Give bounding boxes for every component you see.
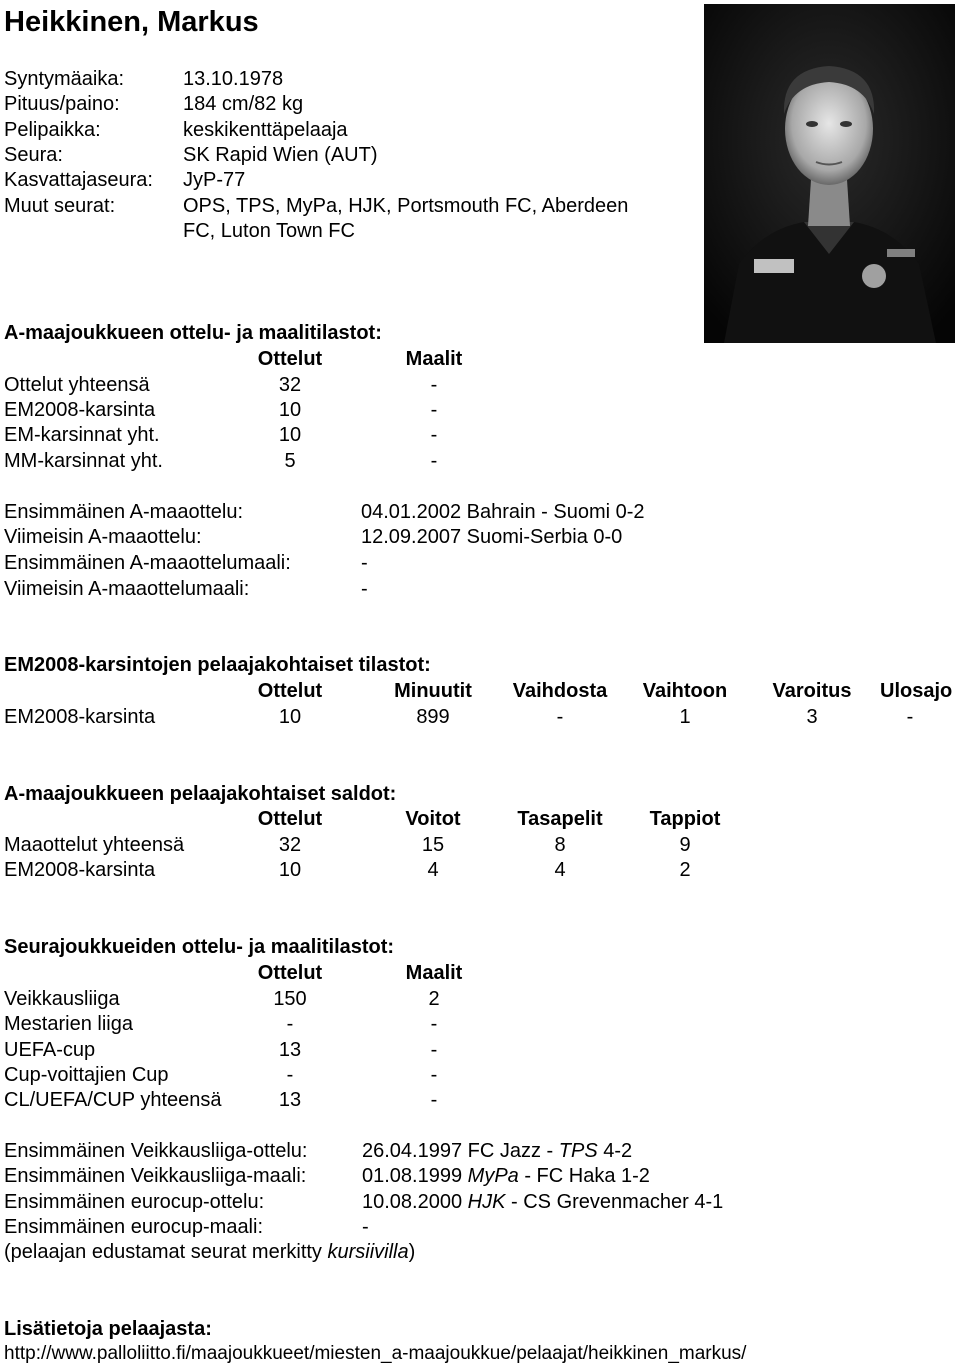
cell: 150 xyxy=(273,988,307,1010)
first-value: - xyxy=(361,578,368,600)
profile-value-cont: FC, Luton Town FC xyxy=(183,220,355,242)
cell: - xyxy=(906,706,914,728)
cell: 10 xyxy=(278,859,302,881)
col-header: Voitot xyxy=(405,808,461,830)
col-header: Maalit xyxy=(405,962,463,984)
profile-value: keskikenttäpelaaja xyxy=(183,119,348,141)
first-value: - xyxy=(362,1216,369,1238)
first-value: 10.08.2000 HJK - CS Grevenmacher 4-1 xyxy=(362,1191,724,1213)
cell: 10 xyxy=(278,399,302,421)
row-label: EM2008-karsinta xyxy=(4,399,156,421)
cell: - xyxy=(430,399,438,421)
profile-value: OPS, TPS, MyPa, HJK, Portsmouth FC, Aberdeen xyxy=(183,195,629,217)
row-label: Cup-voittajien Cup xyxy=(4,1064,169,1086)
cell: - xyxy=(430,450,438,472)
player-photo-icon xyxy=(704,4,955,343)
row-label: MM-karsinnat yht. xyxy=(4,450,163,472)
cell: 4 xyxy=(427,859,439,881)
cell: 8 xyxy=(554,834,566,856)
first-label: Ensimmäinen A-maaottelumaali: xyxy=(4,552,291,574)
row-label: Ottelut yhteensä xyxy=(4,374,150,396)
row-label: Veikkausliiga xyxy=(4,988,120,1010)
profile-value: JyP-77 xyxy=(183,169,246,191)
cell: - xyxy=(430,1064,438,1086)
row-label: EM2008-karsinta xyxy=(4,859,156,881)
profile-label: Muut seurat: xyxy=(4,195,116,217)
first-label: Viimeisin A-maaottelumaali: xyxy=(4,578,250,600)
cell: 10 xyxy=(278,706,302,728)
page-title: Heikkinen, Markus xyxy=(4,6,259,38)
row-label: UEFA-cup xyxy=(4,1039,96,1061)
profile-label: Kasvattajaseura: xyxy=(4,169,153,191)
row-label: Mestarien liiga xyxy=(4,1013,133,1035)
club-heading: Seurajoukkueiden ottelu- ja maalitilastot: xyxy=(4,936,395,958)
profile-value: 13.10.1978 xyxy=(183,68,284,90)
col-header: Varoitus xyxy=(772,680,852,702)
cell: 10 xyxy=(278,424,302,446)
cell: 1 xyxy=(679,706,691,728)
profile-label: Pelipaikka: xyxy=(4,119,101,141)
col-header: Maalit xyxy=(405,348,463,370)
first-label: Ensimmäinen A-maaottelu: xyxy=(4,501,244,523)
col-header: Tasapelit xyxy=(517,808,603,830)
profile-value: 184 cm/82 kg xyxy=(183,93,304,115)
italic-note: (pelaajan edustamat seurat merkitty kursiivilla) xyxy=(4,1241,416,1263)
col-header: Ottelut xyxy=(257,962,323,984)
first-value: 01.08.1999 MyPa - FC Haka 1-2 xyxy=(362,1165,650,1187)
profile-label: Seura: xyxy=(4,144,63,166)
national-heading: A-maajoukkueen ottelu- ja maalitilastot: xyxy=(4,322,382,344)
first-label: Ensimmäinen eurocup-ottelu: xyxy=(4,1191,265,1213)
more-info-link[interactable]: http://www.palloliitto.fi/maajoukkueet/miesten_a-maajoukkue/pelaajat/heikkinen_markus/ xyxy=(4,1343,747,1364)
col-header: Minuutit xyxy=(394,680,472,702)
em2008-heading: EM2008-karsintojen pelaajakohtaiset tilastot: xyxy=(4,654,431,676)
col-header: Ottelut xyxy=(257,348,323,370)
cell: - xyxy=(430,1013,438,1035)
cell: 5 xyxy=(284,450,296,472)
cell: 15 xyxy=(421,834,445,856)
col-header: Ottelut xyxy=(257,808,323,830)
cell: 9 xyxy=(679,834,691,856)
cell: - xyxy=(286,1064,294,1086)
row-label: CL/UEFA/CUP yhteensä xyxy=(4,1089,222,1111)
first-label: Ensimmäinen eurocup-maali: xyxy=(4,1216,264,1238)
more-heading: Lisätietoja pelaajasta: xyxy=(4,1318,212,1340)
cell: - xyxy=(556,706,564,728)
profile-label: Syntymäaika: xyxy=(4,68,125,90)
cell: - xyxy=(286,1013,294,1035)
cell: 32 xyxy=(278,374,302,396)
col-header: Tappiot xyxy=(649,808,721,830)
saldot-heading: A-maajoukkueen pelaajakohtaiset saldot: xyxy=(4,783,397,805)
first-label: Ensimmäinen Veikkausliiga-maali: xyxy=(4,1165,307,1187)
cell: 899 xyxy=(416,706,450,728)
cell: - xyxy=(430,374,438,396)
cell: 32 xyxy=(278,834,302,856)
cell: - xyxy=(430,1089,438,1111)
cell: 13 xyxy=(278,1089,302,1111)
profile-label: Pituus/paino: xyxy=(4,93,120,115)
row-label: EM2008-karsinta xyxy=(4,706,156,728)
row-label: EM-karsinnat yht. xyxy=(4,424,160,446)
cell: - xyxy=(430,1039,438,1061)
col-header: Vaihtoon xyxy=(642,680,728,702)
first-value: - xyxy=(361,552,368,574)
col-header: Ulosajo xyxy=(880,680,953,702)
player-photo xyxy=(704,4,955,343)
first-value: 26.04.1997 FC Jazz - TPS 4-2 xyxy=(362,1140,633,1162)
first-label: Ensimmäinen Veikkausliiga-ottelu: xyxy=(4,1140,308,1162)
col-header: Vaihdosta xyxy=(512,680,608,702)
row-label: Maaottelut yhteensä xyxy=(4,834,185,856)
cell: 2 xyxy=(428,988,440,1010)
cell: - xyxy=(430,424,438,446)
first-value: 04.01.2002 Bahrain - Suomi 0-2 xyxy=(361,501,645,523)
cell: 13 xyxy=(278,1039,302,1061)
cell: 2 xyxy=(679,859,691,881)
profile-value: SK Rapid Wien (AUT) xyxy=(183,144,378,166)
col-header: Ottelut xyxy=(257,680,323,702)
cell: 3 xyxy=(806,706,818,728)
cell: 4 xyxy=(554,859,566,881)
first-label: Viimeisin A-maaottelu: xyxy=(4,526,202,548)
first-value: 12.09.2007 Suomi-Serbia 0-0 xyxy=(361,526,623,548)
